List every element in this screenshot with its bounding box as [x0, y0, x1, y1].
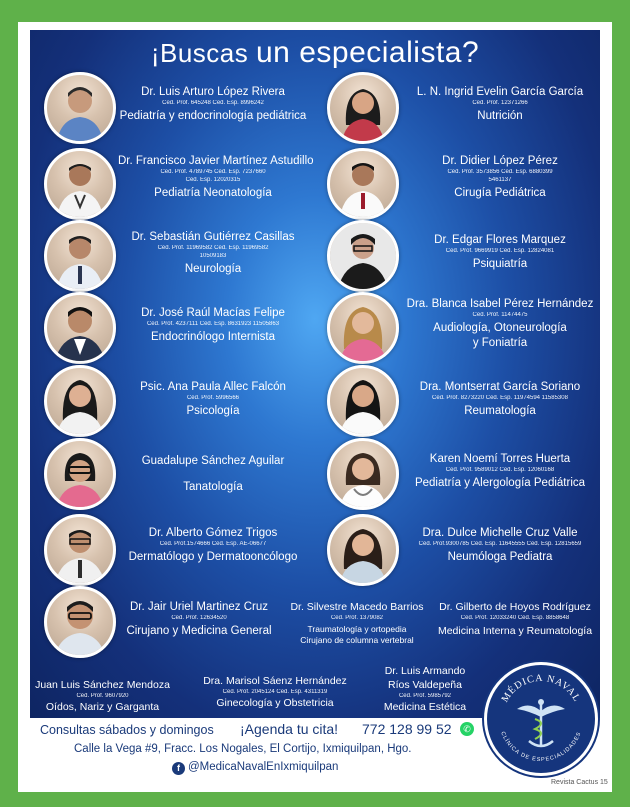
doctor-photo: [44, 220, 116, 292]
logo-bottom-text: CLÍNICA DE ESPECIALIDADES: [499, 730, 583, 764]
phone-number[interactable]: 772 128 99 52: [362, 721, 452, 737]
doctor-name: Dr. Didier López Pérez: [442, 155, 558, 167]
doctor-card: [118, 154, 314, 201]
doctor-name: Psic. Ana Paula Allec Falcón: [140, 381, 286, 393]
doctor-card: [195, 674, 355, 711]
agenda-text: ¡Agenda tu cita!: [240, 721, 339, 737]
doctor-name: Dra. Dulce Michelle Cruz Valle: [422, 527, 578, 539]
doctor-specialty: Dermatólogo y Dermatooncólogo: [128, 551, 298, 563]
doctor-specialty: Psicología: [186, 405, 240, 417]
doctor-name: Dr. Edgar Flores Marquez: [434, 234, 566, 246]
doctor-photo: [327, 220, 399, 292]
doctor-card: [118, 85, 308, 124]
doctor-photo: [327, 292, 399, 364]
doctor-cedula: Ced. Prof. 9607920: [76, 693, 129, 699]
doctor-specialty: Neumóloga Pediatra: [447, 551, 553, 563]
doctor-name: Guadalupe Sánchez Aguilar: [141, 455, 285, 467]
doctor-name: Karen Noemí Torres Huerta: [429, 453, 571, 465]
doctor-cedula: Ced. Prof. 1379082: [330, 615, 384, 621]
medica-naval-logo: [484, 662, 598, 776]
doctor-cedula: Ced. Prof. 645248 Ced. Esp. 8996242: [162, 100, 264, 106]
doctor-cedula: Ced. Prof. 8273220 Ced. Esp. 11974594 11585308: [432, 395, 568, 401]
doctor-card: [430, 600, 600, 639]
doctor-card: [118, 454, 308, 495]
doctor-cedula: Ced. Prof. 12033240 Ced. Esp. 8858648: [460, 615, 570, 621]
doctor-name: Dr. Silvestre Macedo Barrios: [290, 601, 424, 613]
doctor-specialty: Nutrición: [477, 110, 523, 122]
doctor-specialty: Pediatría Neonatología: [154, 187, 272, 199]
doctor-cedula-2: 10509183: [199, 253, 227, 259]
doctor-cedula: Ced. Prof. 4237111 Ced. Esp. 8631923 11505863: [146, 321, 280, 327]
doctor-photo: [327, 438, 399, 510]
doctor-specialty: Audiología, Otoneurología: [433, 322, 567, 334]
doctor-name: Dr. Gilberto de Hoyos Rodríguez: [439, 601, 591, 613]
doctor-card: [118, 526, 308, 565]
doctor-photo: [44, 148, 116, 220]
doctor-photo: [44, 514, 116, 586]
doctor-cedula: Ced. Prof. 9589012 Ced. Esp. 12060168: [445, 467, 555, 473]
doctor-specialty-2: Cirujano de columna vertebral: [300, 635, 414, 645]
doctor-card: [30, 678, 175, 715]
doctor-card: [118, 306, 308, 345]
doctor-photo: [44, 72, 116, 144]
doctor-specialty: Psiquiatría: [472, 258, 528, 270]
doctor-cedula: Ced. Prof. 3573856 Ced. Esp. 6880399: [447, 169, 553, 175]
doctor-card: [400, 297, 600, 351]
doctor-card: [118, 380, 308, 419]
doctor-name: Dra. Marisol Sáenz Hernández: [203, 675, 347, 687]
doctor-name: Dr. Luis Armando: [384, 665, 466, 677]
doctor-specialty: Endocrinólogo Internista: [150, 331, 276, 343]
doctor-specialty: Traumatología y ortopedia: [307, 624, 407, 634]
doctor-cedula: Ced. Prof. 12634520: [171, 615, 227, 621]
address-text: Calle la Vega #9, Fracc. Los Nogales, El Cortijo, Ixmiquilpan, Hgo.: [74, 743, 412, 755]
doctor-cedula-2: Ced. Esp. 12020315: [185, 177, 241, 183]
doctor-name: Juan Luis Sánchez Mendoza: [35, 679, 170, 691]
doctor-photo: [44, 292, 116, 364]
doctor-name: Dr. Jair Uriel Martinez Cruz: [129, 601, 269, 613]
doctor-name: Dr. José Raúl Macías Felipe: [141, 307, 285, 319]
logo-top-text: MÉDICA NAVAL: [499, 672, 583, 705]
doctor-photo: [44, 365, 116, 437]
doctor-cedula-2: 5461137: [488, 177, 512, 183]
doctor-photo: [327, 514, 399, 586]
doctor-cedula: Ced. Prof. 5996566: [186, 395, 240, 401]
doctor-cedula: Ced. Prof. 4789745 Ced. Esp. 7237660: [160, 169, 266, 175]
doctor-cedula: Ced. Prof. 2045124 Ced. Esp. 4311319: [222, 689, 328, 695]
doctor-cedula: Ced. Prof. 5985792: [398, 693, 452, 699]
doctor-specialty: Reumatología: [464, 405, 536, 417]
doctor-specialty: Neurología: [184, 263, 242, 275]
doctor-name: Dra. Montserrat García Soriano: [419, 381, 581, 393]
doctor-cedula: Ced. Prof.1574666 Ced. Esp. AE-06677: [159, 541, 267, 547]
consultas-text: Consultas sábados y domingos: [40, 723, 214, 737]
facebook-handle[interactable]: @MedicaNavalEnIxmiquilpan: [188, 761, 339, 773]
doctor-specialty: Tanatología: [183, 481, 243, 493]
doctor-card: [282, 600, 432, 646]
doctor-specialty-2: y Foniatría: [472, 337, 528, 349]
doctor-card: [365, 664, 485, 715]
doctor-card: [400, 380, 600, 419]
doctor-card: [118, 230, 308, 277]
doctor-specialty: Medicina Interna y Reumatología: [437, 625, 593, 637]
doctor-cedula: Ced. Prof.9300785 Ced. Esp. 11645555 Ced. Esp. 12815659: [418, 541, 582, 547]
doctor-cedula: Ced. Prof. 11474475: [472, 312, 528, 318]
doctor-photo: [44, 438, 116, 510]
doctor-cedula: Ced. Prof. 12371266: [472, 100, 528, 106]
doctor-photo: [327, 72, 399, 144]
doctor-card: [398, 526, 600, 565]
doctor-specialty: Medicina Estética: [383, 701, 467, 713]
doctor-name: Dr. Alberto Gómez Trigos: [148, 527, 278, 539]
doctor-name: L. N. Ingrid Evelin García García: [416, 86, 584, 98]
doctor-card: [400, 154, 600, 201]
doctor-specialty: Ginecología y Obstetricia: [216, 697, 334, 709]
doctor-name: Dra. Blanca Isabel Pérez Hernández: [406, 298, 594, 310]
doctor-specialty: Cirujano y Medicina General: [126, 625, 272, 637]
doctor-specialty: Cirugía Pediátrica: [454, 187, 546, 199]
doctor-photo: [44, 586, 116, 658]
doctor-name: Dr. Sebastián Gutiérrez Casillas: [131, 231, 295, 243]
doctor-card: [400, 233, 600, 272]
doctor-card: [400, 452, 600, 491]
doctors-panel: [30, 30, 600, 718]
doctor-photo: [327, 365, 399, 437]
doctor-photo: [327, 148, 399, 220]
doctor-cedula: Ced. Prof. 9669919 Ced. Esp. 12824081: [445, 248, 555, 254]
title-main: un especialista?: [256, 36, 480, 69]
doctor-card: [114, 600, 284, 639]
doctor-specialty: Pediatría y Alergología Pediátrica: [414, 477, 586, 489]
magazine-reference: Revista Cactus 15: [551, 779, 608, 786]
doctor-name: Dr. Francisco Javier Martínez Astudillo: [118, 155, 314, 167]
doctor-specialty: Pediatría y endocrinología pediátrica: [119, 110, 307, 122]
doctor-specialty: Oídos, Nariz y Garganta: [45, 701, 160, 713]
facebook-icon: f: [172, 762, 185, 775]
doctor-name: Dr. Luis Arturo López Rivera: [141, 86, 285, 98]
doctor-card: [400, 85, 600, 124]
title-prefix: ¡Buscas: [150, 38, 256, 68]
whatsapp-icon: ✆: [460, 722, 474, 736]
page-title: [30, 36, 600, 70]
doctor-cedula: Ced. Prof. 11969582 Ced. Esp. 11969582: [157, 245, 269, 251]
doctor-name-2: Ríos Valdepeña: [388, 679, 462, 691]
